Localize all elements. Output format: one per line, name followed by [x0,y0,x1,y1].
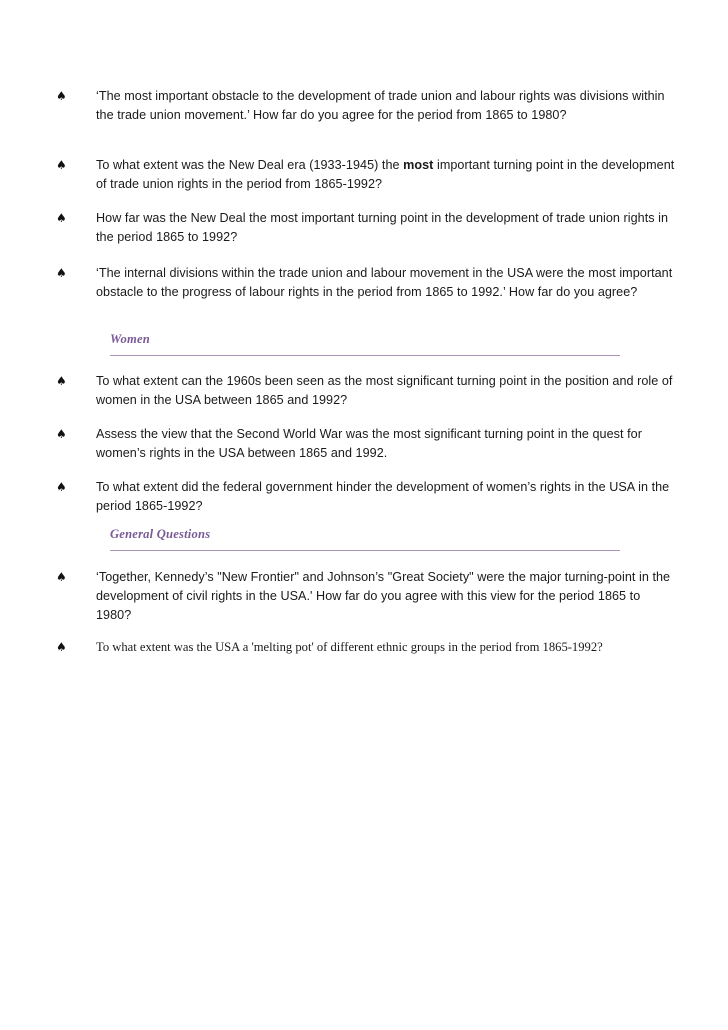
question-item [56,425,676,463]
spade-bullet-icon: ♠ [56,640,67,654]
question-text-part: To what extent was the New Deal era (1933-1945) the [96,158,404,172]
question-item [56,478,676,516]
section-general-questions [110,526,620,551]
question-item [56,568,676,625]
spade-bullet-icon: ♠ [56,158,67,172]
section-heading: Women [110,331,620,356]
question-text: To what extent can the 1960s been seen as the most significant turning point in the position and role of women in the USA between 1865 and 1992? [96,374,673,407]
question-text: ‘The internal divisions within the trade union and labour movement in the USA were the most important obstacle to the progress of labour rights in the period from 1865 to 1992.’ How far do you agree? [96,266,673,299]
question-item [56,372,676,410]
question-item [56,87,676,125]
question-item [56,209,676,247]
question-text: Assess the view that the Second World War was the most significant turning point in the quest for women’s rights in the USA between 1865 and 1992. [96,427,642,460]
spade-bullet-icon: ♠ [56,266,67,280]
question-item [56,156,676,194]
question-item [56,264,676,302]
question-text: To what extent did the federal government hinder the development of women’s rights in the USA in the period 1865-1992? [96,480,670,513]
spade-bullet-icon: ♠ [56,374,67,388]
question-text: To what extent was the USA a 'melting pot' of different ethnic groups in the period from 1865-1992? [96,640,603,654]
question-text: ‘Together, Kennedy’s "New Frontier" and Johnson’s "Great Society" were the major turning-point in the development of civil rights in the USA.' How far do you agree with this view for the period 1865 to 1980? [96,570,671,622]
spade-bullet-icon: ♠ [56,480,67,494]
spade-bullet-icon: ♠ [56,427,67,441]
spade-bullet-icon: ♠ [56,211,67,225]
spade-bullet-icon: ♠ [56,89,67,103]
spade-bullet-icon: ♠ [56,570,67,584]
section-women [110,331,620,356]
question-text-part: important turning point in the development of trade union rights in the period from 1865-1992? [96,158,675,191]
section-heading: General Questions [110,526,620,551]
question-emphasis: most [403,158,434,172]
question-text: ‘The most important obstacle to the development of trade union and labour rights was divisions within the trade union movement.’ How far do you agree for the period from 1865 to 1980? [96,89,665,122]
question-item [56,638,676,657]
question-text [96,156,676,194]
question-text: How far was the New Deal the most important turning point in the development of trade union rights in the period 1865 to 1992? [96,211,669,244]
